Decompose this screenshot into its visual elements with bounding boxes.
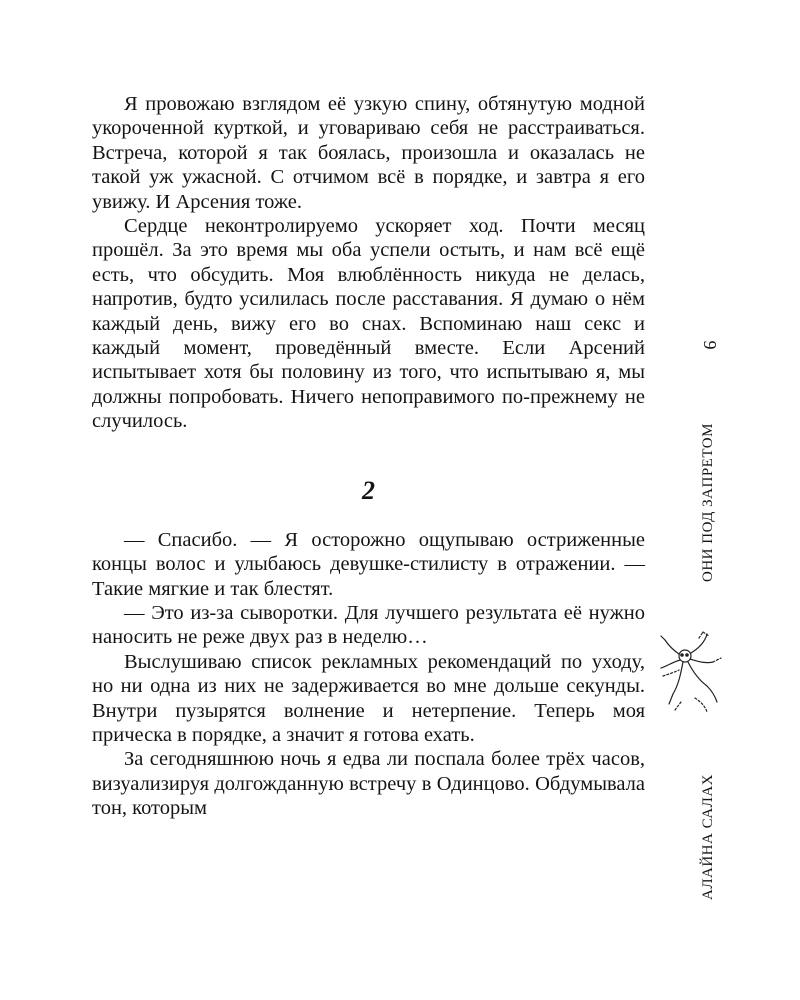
main-text [92,92,645,821]
paragraph: За сегодняшнюю ночь я едва ли поспала более трёх часов, визуализируя долгожданную встречу в Одинцово. Обдумывала тон, которым [92,748,645,820]
paragraph: — Спасибо. — Я осторожно ощупываю остриженные концы волос и улыбаюсь девушке-стилисту в отражении. — Такие мягкие и так блестят. [92,528,645,600]
paragraph: Я провожаю взглядом её узкую спину, обтянутую модной укороченной курткой, и уговариваю себя не расстраиваться. Встреча, которой я так боялась, произошла и оказалась не такой уж ужасной. С отчимом всё в порядке, и завтра я его увижу. И Арсения тоже. [92,93,645,213]
chapter-number: 2 [362,475,375,505]
paragraph: Выслушиваю список рекламных рекомендаций по уходу, но ни одна из них не задерживается во мне дольше секунды. Внутри пузырятся волнение и нетерпение. Теперь моя прическа в порядке, а значит я готова ехать. [92,650,645,746]
page-number-value: 9 [700,340,720,350]
running-title-author: АЛАЙНА САЛАХ [700,773,716,900]
running-title-book: ОНИ ПОД ЗАПРЕТОМ [700,423,716,582]
paragraph: — Это из-за сыворотки. Для лучшего результата её нужно наносить не реже двух раз в неделю… [92,601,645,649]
spider-doodle-icon [655,628,733,716]
paragraph: Сердце неконтролируемо ускоряет ход. Почти месяц прошёл. За это время мы оба успели остыть, и нам всё ещё есть, что обсудить. Моя влюблённость никуда не делась, напротив, будто усилилась после расставания. Я думаю о нём каждый день, вижу его во снах. Вспоминаю наш секс и каждый момент, проведённый вместе. Если Арсений испытывает хотя бы половину из того, что испытываю я, мы должны попробовать. Ничего непоправимого по-прежнему не случилось. [92,215,645,433]
page-number [690,332,730,358]
